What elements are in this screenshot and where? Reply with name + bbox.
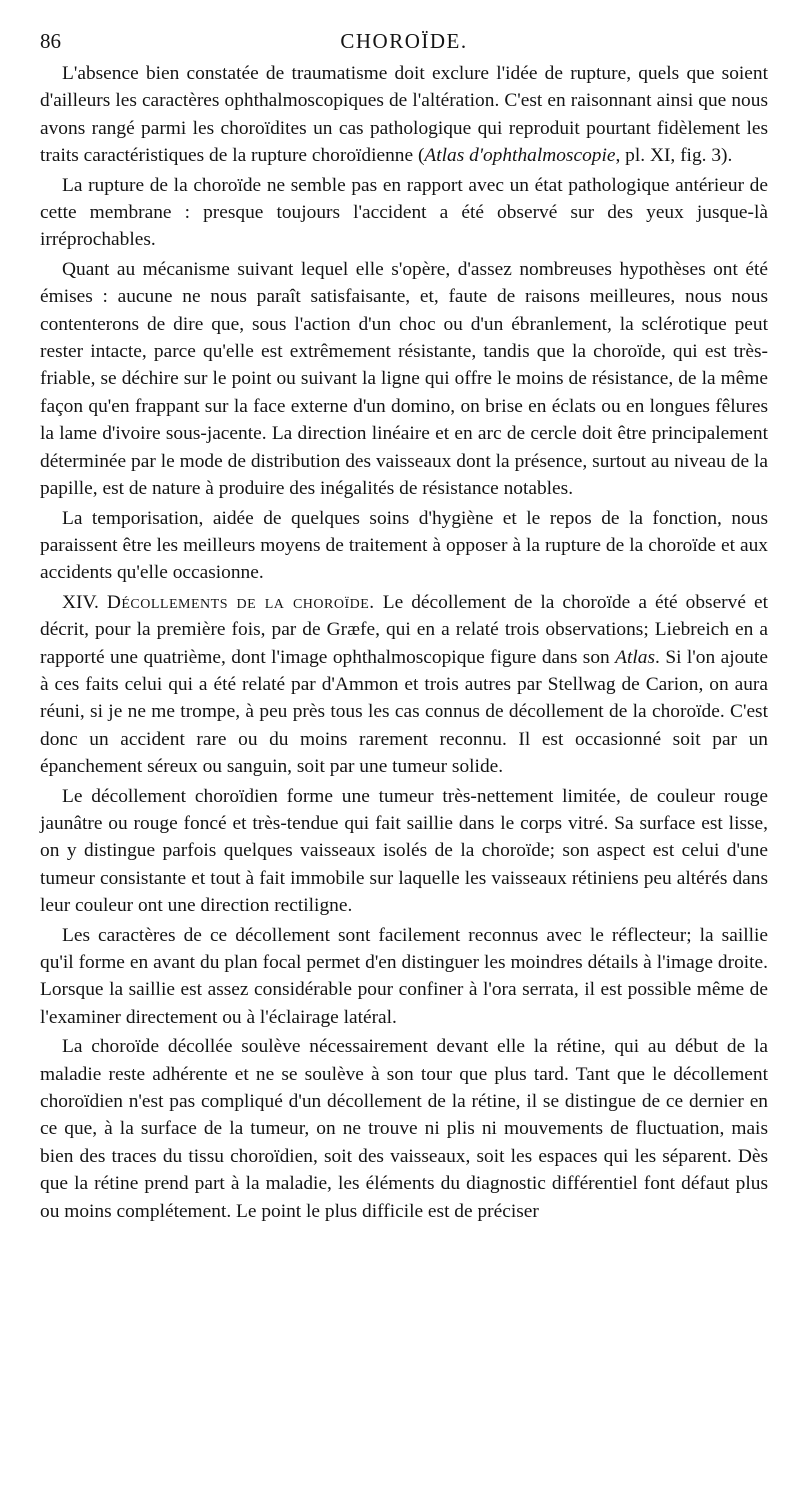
atlas-reference: Atlas <box>615 646 656 668</box>
paragraph-mecanisme: Quant au mécanisme suivant lequel elle s'opère, d'assez nombreuses hypothèses ont été émises : aucune ne nous paraît satisfaisante, et, faute de raisons meilleures, nous nous contenterons de dire que, sous l'action d'un choc ou d'un ébranlement, la sclérotique peut rester intacte, parce qu'elle est extrêmement résistante, tandis que la choroïde, qui est très-friable, se déchire sur le point ou suivant la ligne qui offre le moins de résistance, de la même façon qu'en frappant sur la face externe d'un domino, on brise en éclats ou en longues fêlures la lame d'ivoire sous-jacente. La direction linéaire et en arc de cercle doit être principalement déterminée par le mode de distribution des vaisseaux dont la présence, surtout au niveau de la papille, est de nature à produire des inégalités de résistance notables. <box>40 258 768 500</box>
book-page <box>40 26 768 1225</box>
paragraph-section-xiv: XIV. Décollements de la choroïde. Le décollement de la choroïde a été observé et décrit, pour la première fois, par de Græfe, qui en a relaté trois observations; Liebreich en a rapporté une quatrième, dont l'image ophthalmoscopique figure dans son Atlas. Si l'on ajoute à ces faits celui qui a été relaté par d'Ammon et trois autres par Stellwag de Carion, on aura réuni, si je ne me trompe, à peu près tous les cas connus de décollement de la choroïde. C'est donc un accident rare ou du moins rarement reconnu. Il est occasionné soit par un épanchement séreux ou sanguin, soit par une tumeur solide. <box>40 591 768 778</box>
paragraph-traitement: La temporisation, aidée de quelques soins d'hygiène et le repos de la fonction, nous paraissent être les meilleurs moyens de traitement à opposer à la rupture de la choroïde et aux accidents qu'elle occasionne. <box>40 507 768 584</box>
paragraph-etat-pathologique: La rupture de la choroïde ne semble pas en rapport avec un état pathologique antérieur de cette membrane : presque toujours l'accident a été observé sur des yeux jusque-là irréprochables. <box>40 174 768 251</box>
paragraph-traumatisme: L'absence bien constatée de traumatisme doit exclure l'idée de rupture, quels que soient d'ailleurs les caractères ophthalmoscopiques de l'altération. C'est en raisonnant ainsi que nous avons rangé parmi les choroïdites un cas pathologique qui reproduit pourtant fidèlement les traits caractéristiques de la rupture choroïdienne (Atlas d'ophthalmoscopie, pl. XI, fig. 3). <box>40 63 768 167</box>
section-heading: Décollements de la choroïde. <box>106 591 375 613</box>
atlas-reference: Atlas d'ophthalmoscopie <box>424 145 616 167</box>
page-number: 86 <box>40 29 61 53</box>
running-title: CHOROÏDE. <box>340 29 468 53</box>
page-header <box>40 26 768 60</box>
paragraph-diagnostic: La choroïde décollée soulève nécessairement devant elle la rétine, qui au début de la maladie reste adhérente et ne se soulève à son tour que plus tard. Tant que le décollement choroïdien n'est pas compliqué d'un décollement de la rétine, il se distingue de ce dernier en ce que, à la surface de la tumeur, on ne trouve ni plis ni mouvements de fluctuation, mais bien des traces du tissu choroïdien, soit des vaisseaux, soit les espaces qui les séparent. Dès que la rétine prend part à la maladie, les éléments du diagnostic différentiel font défaut plus ou moins complétement. Le point le plus difficile est de préciser <box>40 1036 768 1222</box>
paragraph-caracteres: Les caractères de ce décollement sont facilement reconnus avec le réflecteur; la saillie qu'il forme en avant du plan focal permet d'en distinguer les moindres détails à l'image droite. Lorsque la saillie est assez considérable pour confiner à l'ora serrata, il est possible même de l'examiner directement ou à l'éclairage latéral. <box>40 924 768 1028</box>
paragraph-description-tumeur: Le décollement choroïdien forme une tumeur très-nettement limitée, de couleur rouge jaunâtre ou rouge foncé et très-tendue qui fait saillie dans le corps vitré. Sa surface est lisse, on y distingue parfois quelques vaisseaux isolés de la choroïde; son aspect est celui d'une tumeur consistante et tout à fait immobile sur laquelle les vaisseaux rétiniens peu altérés dans leur couleur ont une direction rectiligne. <box>40 785 768 917</box>
body-text <box>40 60 768 1225</box>
section-numeral: XIV. <box>62 591 99 613</box>
